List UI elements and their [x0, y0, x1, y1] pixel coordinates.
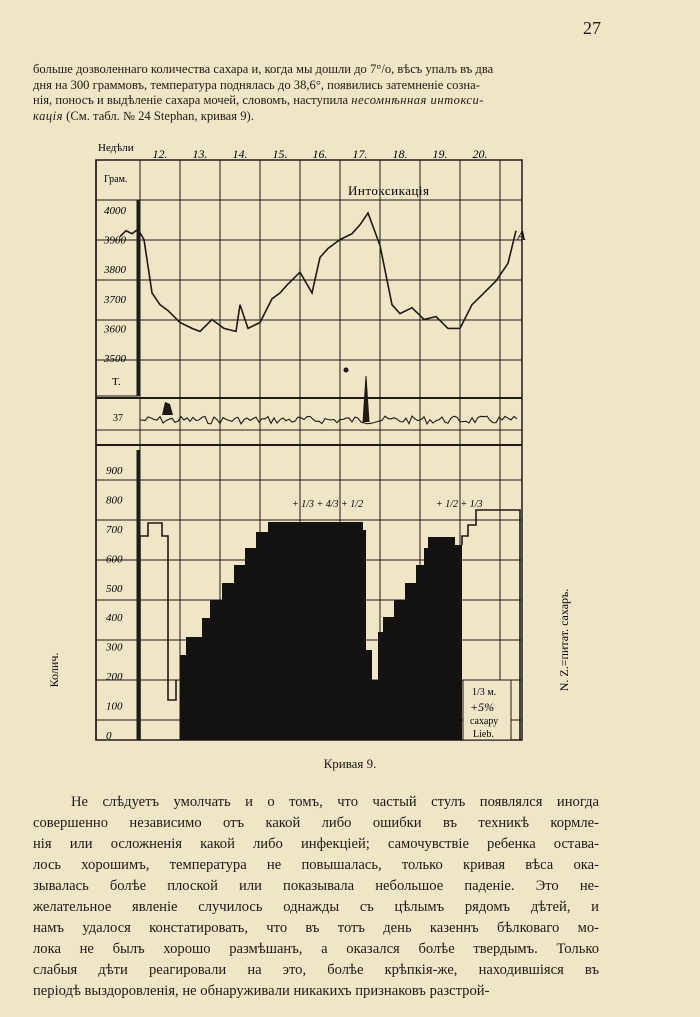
- quantity-tick-label: 900: [106, 465, 123, 477]
- top-line-text: (См. табл. № 24 Stephan, кривая 9).: [63, 108, 254, 123]
- top-line: дня на 300 граммовъ, температура поднялась до 38,6°, появились затемненіе созна-: [33, 77, 480, 92]
- quantity-tick-label: 600: [106, 553, 123, 566]
- week-label: 18.: [392, 147, 408, 161]
- side-legend: N. Z.=питат. сахаръ.: [557, 588, 571, 692]
- top-annotation: + 1/2 + 1/3: [436, 499, 483, 510]
- quantity-tick-label: 100: [106, 700, 123, 713]
- temperature-bump: [162, 402, 173, 415]
- quantity-tick-label: 200: [106, 671, 123, 684]
- temperature-dot: [344, 368, 349, 373]
- quantity-ticks: [105, 465, 123, 742]
- note-line: +5%: [470, 700, 495, 714]
- weight-tick-label: 3500: [104, 353, 126, 365]
- note-line: 1/3 м.: [472, 687, 497, 698]
- body-paragraph: [33, 792, 599, 1002]
- body-line: лось хорошимъ, температура не повышалась, только кривая вѣса ока-: [33, 857, 599, 873]
- quantity-tick-label: 500: [106, 582, 123, 595]
- weeks-axis-title: Недѣли: [98, 142, 134, 154]
- top-line-text: нія, поносъ и выдѣленіе сахара мочей, словомъ, наступила: [33, 93, 349, 107]
- body-line: совершенно независимо отъ какой либо ошибки въ техникѣ кормле-: [33, 815, 599, 831]
- top-line: больше дозволеннаго количества сахара и, когда мы дошли до 7°/о, вѣсъ упалъ въ два: [33, 62, 494, 76]
- temperature-tick: 37: [113, 413, 123, 424]
- intoxication-annotation: Интоксикація: [348, 183, 430, 198]
- page-number: 27: [583, 18, 601, 38]
- weight-tick-label: 3600: [104, 323, 126, 336]
- curve-end-label: А: [517, 229, 526, 244]
- quantity-tick-label: 0: [106, 730, 112, 742]
- weight-unit-label: Грам.: [104, 174, 128, 185]
- body-line: періодѣ выздоровленія, не обнаруживали никакихъ признаковъ разстрой-: [33, 983, 490, 999]
- quantity-tick-label: 700: [106, 523, 123, 536]
- weight-tick-label: 3700: [104, 293, 126, 306]
- weight-tick-label: 3800: [104, 264, 126, 277]
- week-labels: [153, 147, 488, 161]
- emphasis-text: несомнѣнная интокси-: [351, 93, 484, 107]
- note-line: Lieb.: [473, 729, 494, 740]
- note-line: сахару: [470, 716, 499, 727]
- week-label: 17.: [352, 147, 368, 161]
- week-label: 20.: [472, 147, 488, 161]
- body-line: слабыя дѣти реагировали на это, болѣе крѣпкія-же, находившіяся въ: [33, 962, 599, 978]
- quantity-tick-label: 800: [106, 494, 123, 507]
- week-label: 19.: [432, 147, 448, 161]
- week-label: 14.: [232, 147, 248, 161]
- week-label: 15.: [272, 147, 288, 161]
- quantity-tick-label: 400: [106, 612, 123, 625]
- emphasis-text: кація: [33, 108, 64, 123]
- weight-tick-label: 4000: [104, 205, 126, 217]
- body-line: желательное явленіе случилось однажды съ цѣлымъ рядомъ дѣтей, и: [33, 899, 599, 915]
- top-annotation: + 1/3 + 4/3 + 1/2: [292, 499, 364, 510]
- week-label: 16.: [312, 147, 328, 161]
- body-line: зывалась болѣе плоской или показывала небольшое паденіе. Это не-: [33, 878, 599, 894]
- quantity-axis-label: Колич.: [47, 652, 61, 688]
- figure-caption: Кривая 9.: [323, 756, 377, 771]
- quantity-step-outline: [140, 523, 176, 740]
- quantity-tick-label: 300: [106, 641, 123, 654]
- week-label: 12.: [152, 147, 168, 161]
- body-line: Не слѣдуетъ умолчать и о томъ, что частый стулъ появлялся иногда: [71, 794, 599, 810]
- weight-ticks: [103, 205, 127, 365]
- weight-tick-label: 3900: [104, 234, 126, 247]
- temperature-label: T.: [112, 376, 121, 388]
- body-line: лока не былъ хорошо размѣшанъ, а оказался болѣе твердымъ. Только: [33, 941, 599, 957]
- week-label: 13.: [192, 147, 208, 161]
- weight-curve: [120, 213, 516, 331]
- body-line: нія или осложненія какой либо инфекціей; самочувствіе ребенка остава-: [33, 836, 599, 852]
- body-line: намъ удалося констатировать, что въ тотъ день казеннъ бѣлковаго мо-: [33, 920, 599, 936]
